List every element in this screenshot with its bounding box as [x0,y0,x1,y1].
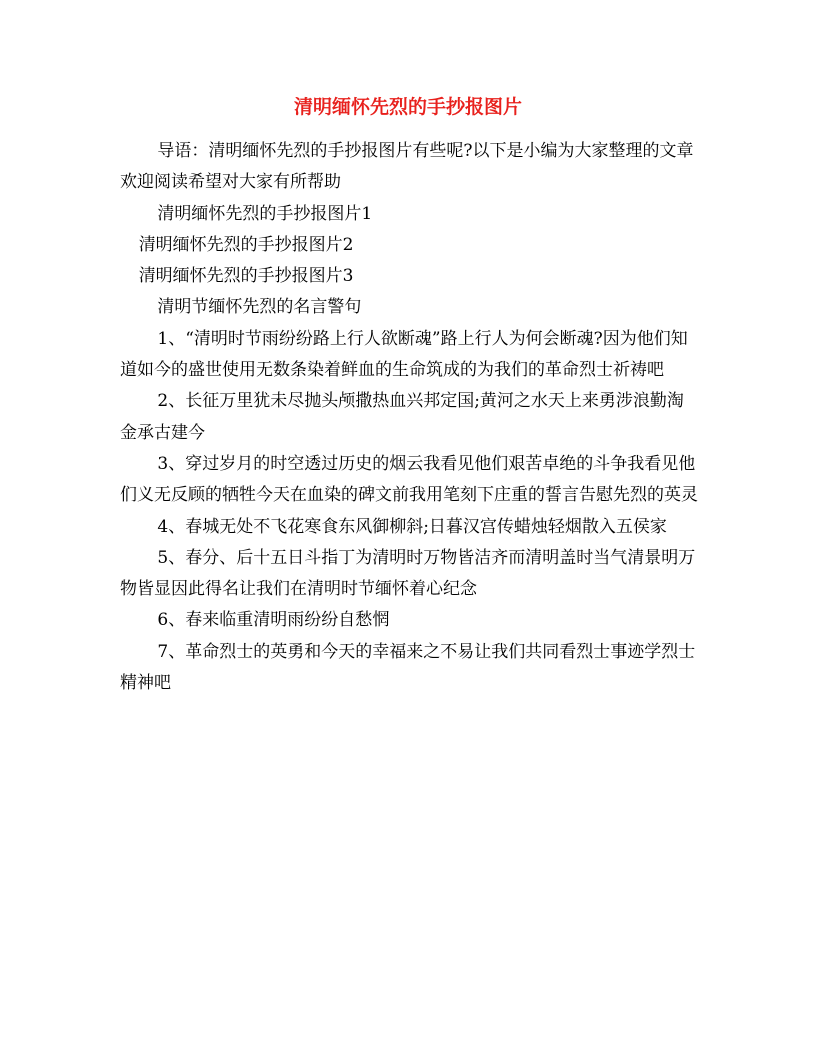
document-body [120,136,698,699]
quote-paragraph-1: 1、“清明时节雨纷纷路上行人欲断魂”路上行人为何会断魂?因为他们知道如今的盛世使用无数条染着鲜血的生命筑成的为我们的革命烈士祈祷吧 [120,328,688,381]
quote-paragraph-5: 5、春分、后十五日斗指丁为清明时万物皆洁齐而清明盖时当气清景明万物皆显因此得名让我们在清明时节缅怀着心纪念 [120,547,696,600]
image-caption-1: 清明缅怀先烈的手抄报图片1 [157,203,373,224]
image-caption-2: 清明缅怀先烈的手抄报图片2 [138,234,354,255]
image-caption-3: 清明缅怀先烈的手抄报图片3 [138,266,354,287]
quote-paragraph-7: 7、革命烈士的英勇和今天的幸福来之不易让我们共同看烈士事迹学烈士精神吧 [120,641,696,694]
quote-paragraph-2: 2、长征万里犹未尽抛头颅撒热血兴邦定国;黄河之水天上来勇涉浪勤淘金承古建今 [120,391,684,443]
quote-paragraph-4: 4、春城无处不飞花寒食东风御柳斜;日暮汉宫传蜡烛轻烟散入五侯家 [157,516,667,537]
section-heading: 清明节缅怀先烈的名言警句 [157,297,362,318]
intro-paragraph: 导语：清明缅怀先烈的手抄报图片有些呢?以下是小编为大家整理的文章欢迎阅读希望对大家有所帮助 [120,141,694,193]
document-title: 清明缅怀先烈的手抄报图片 [293,96,522,118]
quote-paragraph-6: 6、春来临重清明雨纷纷自愁惘 [157,610,390,631]
quote-paragraph-3: 3、穿过岁月的时空透过历史的烟云我看见他们艰苦卓绝的斗争我看见他们义无反顾的牺牲今天在血染的碑文前我用笔刻下庄重的誓言告慰先烈的英灵 [120,453,698,506]
